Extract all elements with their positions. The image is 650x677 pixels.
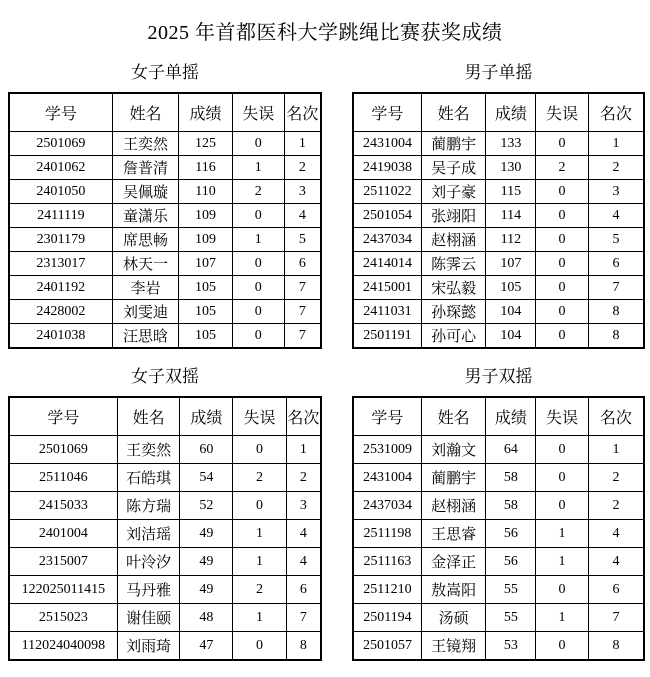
cell-score: 109 <box>179 228 233 252</box>
cell-mistakes: 0 <box>536 276 589 300</box>
cell-score: 56 <box>486 520 536 548</box>
cell-score: 58 <box>486 464 536 492</box>
cell-student-id: 2401004 <box>9 520 117 548</box>
cell-mistakes: 0 <box>536 252 589 276</box>
table-row <box>353 604 644 632</box>
cell-score: 104 <box>486 300 536 324</box>
cell-score: 58 <box>486 492 536 520</box>
table-row <box>353 576 644 604</box>
cell-mistakes: 0 <box>536 228 589 252</box>
cell-mistakes: 0 <box>536 300 589 324</box>
table-row <box>9 520 321 548</box>
cell-student-id: 122025011415 <box>9 576 117 604</box>
cell-student-id: 2511046 <box>9 464 117 492</box>
header-row <box>9 397 321 436</box>
table-row <box>353 252 644 276</box>
cell-student-id: 2419038 <box>353 156 421 180</box>
table-row <box>9 156 321 180</box>
cell-rank: 3 <box>286 492 321 520</box>
cell-name: 石皓琪 <box>117 464 180 492</box>
table-row <box>9 324 321 349</box>
cell-student-id: 2401038 <box>9 324 112 349</box>
table-row <box>353 492 644 520</box>
table-row <box>353 276 644 300</box>
table-row <box>353 520 644 548</box>
column-header-score: 成绩 <box>486 93 536 132</box>
cell-score: 105 <box>179 300 233 324</box>
results-table-women-double <box>8 396 322 661</box>
cell-name: 詹普清 <box>112 156 178 180</box>
cell-student-id: 2414014 <box>353 252 421 276</box>
cell-rank: 6 <box>284 252 321 276</box>
cell-score: 116 <box>179 156 233 180</box>
cell-student-id: 2411031 <box>353 300 421 324</box>
cell-name: 张翊阳 <box>421 204 486 228</box>
cell-mistakes: 1 <box>232 156 284 180</box>
cell-name: 陈方瑞 <box>117 492 180 520</box>
cell-score: 107 <box>486 252 536 276</box>
results-table-women-single <box>8 92 322 349</box>
cell-name: 陈霁云 <box>421 252 486 276</box>
cell-mistakes: 0 <box>232 252 284 276</box>
cell-mistakes: 0 <box>536 464 589 492</box>
cell-name: 刘子豪 <box>421 180 486 204</box>
cell-name: 刘洁瑶 <box>117 520 180 548</box>
cell-mistakes: 2 <box>536 156 589 180</box>
cell-student-id: 2511198 <box>353 520 421 548</box>
cell-mistakes: 2 <box>233 464 287 492</box>
header-row <box>353 397 644 436</box>
cell-rank: 1 <box>588 436 644 464</box>
cell-name: 刘瀚文 <box>421 436 486 464</box>
cell-student-id: 2313017 <box>9 252 112 276</box>
table-title-men-single: 男子单摇 <box>464 63 533 82</box>
cell-score: 110 <box>179 180 233 204</box>
cell-student-id: 2501057 <box>353 632 421 661</box>
cell-student-id: 2301179 <box>9 228 112 252</box>
column-header-name: 姓名 <box>421 93 486 132</box>
table-row <box>353 156 644 180</box>
cell-name: 敖嵩阳 <box>421 576 486 604</box>
cell-rank: 6 <box>588 576 644 604</box>
cell-name: 宋弘毅 <box>421 276 486 300</box>
cell-rank: 1 <box>284 132 321 156</box>
table-row <box>9 228 321 252</box>
cell-rank: 8 <box>588 324 644 349</box>
cell-mistakes: 2 <box>232 180 284 204</box>
cell-score: 60 <box>180 436 233 464</box>
cell-score: 56 <box>486 548 536 576</box>
column-header-mistakes: 失误 <box>536 397 589 436</box>
cell-rank: 8 <box>588 632 644 661</box>
cell-rank: 7 <box>588 276 644 300</box>
cell-rank: 7 <box>286 604 321 632</box>
cell-score: 115 <box>486 180 536 204</box>
cell-mistakes: 0 <box>232 204 284 228</box>
cell-student-id: 2428002 <box>9 300 112 324</box>
cell-name: 王思睿 <box>421 520 486 548</box>
table-row <box>9 576 321 604</box>
section-men-single <box>352 45 645 349</box>
cell-student-id: 2431004 <box>353 132 421 156</box>
cell-score: 52 <box>180 492 233 520</box>
cell-mistakes: 0 <box>536 180 589 204</box>
cell-name: 吴佩璇 <box>112 180 178 204</box>
section-women-single <box>8 45 322 349</box>
cell-score: 130 <box>486 156 536 180</box>
cell-mistakes: 0 <box>233 492 287 520</box>
cell-score: 64 <box>486 436 536 464</box>
table-row <box>9 132 321 156</box>
cell-rank: 8 <box>588 300 644 324</box>
cell-student-id: 2501054 <box>353 204 421 228</box>
table-title-women-double: 女子双摇 <box>131 367 199 386</box>
cell-mistakes: 0 <box>232 276 284 300</box>
cell-rank: 3 <box>284 180 321 204</box>
cell-rank: 4 <box>588 204 644 228</box>
cell-name: 席思畅 <box>112 228 178 252</box>
cell-rank: 8 <box>286 632 321 661</box>
cell-score: 54 <box>180 464 233 492</box>
cell-mistakes: 0 <box>536 576 589 604</box>
cell-score: 49 <box>180 520 233 548</box>
cell-mistakes: 0 <box>536 632 589 661</box>
table-row <box>353 180 644 204</box>
table-row <box>9 604 321 632</box>
cell-mistakes: 0 <box>536 324 589 349</box>
cell-student-id: 2501069 <box>9 436 117 464</box>
column-header-score: 成绩 <box>179 93 233 132</box>
table-row <box>353 436 644 464</box>
cell-mistakes: 1 <box>232 228 284 252</box>
cell-name: 叶泠汐 <box>117 548 180 576</box>
cell-score: 105 <box>179 324 233 349</box>
cell-mistakes: 2 <box>233 576 287 604</box>
cell-score: 125 <box>179 132 233 156</box>
cell-mistakes: 0 <box>536 204 589 228</box>
cell-name: 刘雨琦 <box>117 632 180 661</box>
cell-rank: 4 <box>286 520 321 548</box>
cell-score: 104 <box>486 324 536 349</box>
cell-student-id: 2401192 <box>9 276 112 300</box>
cell-name: 蔺鹏宇 <box>421 464 486 492</box>
cell-student-id: 2511022 <box>353 180 421 204</box>
cell-mistakes: 1 <box>536 548 589 576</box>
column-header-rank: 名次 <box>284 93 321 132</box>
cell-mistakes: 0 <box>232 300 284 324</box>
cell-score: 53 <box>486 632 536 661</box>
cell-rank: 7 <box>284 324 321 349</box>
cell-rank: 1 <box>588 132 644 156</box>
cell-name: 汤硕 <box>421 604 486 632</box>
cell-mistakes: 0 <box>536 436 589 464</box>
cell-mistakes: 0 <box>233 436 287 464</box>
cell-name: 王奕然 <box>117 436 180 464</box>
cell-student-id: 2501191 <box>353 324 421 349</box>
table-row <box>9 632 321 661</box>
cell-rank: 7 <box>284 276 321 300</box>
cell-student-id: 2511163 <box>353 548 421 576</box>
cell-name: 赵栩涵 <box>421 228 486 252</box>
cell-score: 114 <box>486 204 536 228</box>
cell-mistakes: 0 <box>232 324 284 349</box>
cell-name: 孙琛懿 <box>421 300 486 324</box>
header-row <box>353 93 644 132</box>
cell-score: 48 <box>180 604 233 632</box>
table-row <box>353 324 644 349</box>
cell-rank: 2 <box>588 464 644 492</box>
table-row <box>9 276 321 300</box>
cell-student-id: 2415001 <box>353 276 421 300</box>
column-header-mistakes: 失误 <box>233 397 287 436</box>
cell-score: 105 <box>179 276 233 300</box>
cell-score: 133 <box>486 132 536 156</box>
cell-student-id: 2401062 <box>9 156 112 180</box>
cell-name: 汪思晗 <box>112 324 178 349</box>
cell-rank: 4 <box>588 548 644 576</box>
table-row <box>9 548 321 576</box>
document-page <box>0 16 650 677</box>
cell-name: 童潇乐 <box>112 204 178 228</box>
column-header-score: 成绩 <box>486 397 536 436</box>
cell-student-id: 2415033 <box>9 492 117 520</box>
cell-rank: 2 <box>588 492 644 520</box>
cell-rank: 7 <box>588 604 644 632</box>
column-header-student-id: 学号 <box>353 93 421 132</box>
table-row <box>9 180 321 204</box>
cell-rank: 5 <box>588 228 644 252</box>
cell-student-id: 2501194 <box>353 604 421 632</box>
cell-name: 吴子成 <box>421 156 486 180</box>
cell-rank: 2 <box>284 156 321 180</box>
table-row <box>353 300 644 324</box>
table-row <box>353 464 644 492</box>
results-table-men-single <box>352 92 645 349</box>
cell-score: 112 <box>486 228 536 252</box>
table-row <box>353 204 644 228</box>
cell-rank: 2 <box>588 156 644 180</box>
cell-mistakes: 1 <box>536 520 589 548</box>
table-row <box>9 436 321 464</box>
cell-student-id: 2437034 <box>353 492 421 520</box>
column-header-student-id: 学号 <box>9 397 117 436</box>
table-row <box>9 492 321 520</box>
cell-student-id: 2431004 <box>353 464 421 492</box>
cell-student-id: 112024040098 <box>9 632 117 661</box>
cell-score: 49 <box>180 548 233 576</box>
column-header-student-id: 学号 <box>9 93 112 132</box>
tables-grid <box>0 45 650 661</box>
table-row <box>353 132 644 156</box>
cell-student-id: 2531009 <box>353 436 421 464</box>
cell-mistakes: 0 <box>536 492 589 520</box>
column-header-mistakes: 失误 <box>232 93 284 132</box>
cell-rank: 6 <box>588 252 644 276</box>
cell-rank: 7 <box>284 300 321 324</box>
cell-name: 金泽正 <box>421 548 486 576</box>
cell-score: 47 <box>180 632 233 661</box>
cell-name: 马丹雅 <box>117 576 180 604</box>
cell-mistakes: 0 <box>232 132 284 156</box>
cell-rank: 4 <box>588 520 644 548</box>
column-header-score: 成绩 <box>180 397 233 436</box>
cell-mistakes: 1 <box>233 604 287 632</box>
cell-student-id: 2501069 <box>9 132 112 156</box>
column-header-rank: 名次 <box>588 397 644 436</box>
cell-score: 105 <box>486 276 536 300</box>
column-header-mistakes: 失误 <box>536 93 589 132</box>
cell-rank: 4 <box>286 548 321 576</box>
table-title-women-single: 女子单摇 <box>131 63 199 82</box>
cell-name: 刘雯迪 <box>112 300 178 324</box>
cell-student-id: 2401050 <box>9 180 112 204</box>
table-title-men-double: 男子双摇 <box>464 367 533 386</box>
cell-name: 谢佳颐 <box>117 604 180 632</box>
cell-rank: 3 <box>588 180 644 204</box>
cell-score: 55 <box>486 576 536 604</box>
cell-student-id: 2411119 <box>9 204 112 228</box>
cell-mistakes: 0 <box>536 132 589 156</box>
cell-score: 107 <box>179 252 233 276</box>
cell-rank: 4 <box>284 204 321 228</box>
table-row <box>9 464 321 492</box>
column-header-name: 姓名 <box>112 93 178 132</box>
cell-student-id: 2315007 <box>9 548 117 576</box>
cell-name: 李岩 <box>112 276 178 300</box>
page-title: 2025 年首都医科大学跳绳比赛获奖成绩 <box>147 22 503 44</box>
cell-name: 王镜翔 <box>421 632 486 661</box>
cell-score: 55 <box>486 604 536 632</box>
cell-mistakes: 1 <box>233 548 287 576</box>
header-row <box>9 93 321 132</box>
section-men-double <box>352 349 645 661</box>
cell-score: 109 <box>179 204 233 228</box>
cell-student-id: 2437034 <box>353 228 421 252</box>
column-header-rank: 名次 <box>588 93 644 132</box>
cell-mistakes: 1 <box>233 520 287 548</box>
cell-rank: 1 <box>286 436 321 464</box>
cell-name: 赵栩涵 <box>421 492 486 520</box>
column-header-name: 姓名 <box>117 397 180 436</box>
cell-name: 孙可心 <box>421 324 486 349</box>
results-table-men-double <box>352 396 645 661</box>
column-header-name: 姓名 <box>421 397 486 436</box>
cell-mistakes: 0 <box>233 632 287 661</box>
cell-name: 王奕然 <box>112 132 178 156</box>
table-row <box>9 300 321 324</box>
section-women-double <box>8 349 322 661</box>
cell-student-id: 2515023 <box>9 604 117 632</box>
table-row <box>9 204 321 228</box>
cell-mistakes: 1 <box>536 604 589 632</box>
cell-name: 蔺鹏宇 <box>421 132 486 156</box>
table-row <box>353 548 644 576</box>
cell-rank: 6 <box>286 576 321 604</box>
table-row <box>353 632 644 661</box>
cell-student-id: 2511210 <box>353 576 421 604</box>
column-header-student-id: 学号 <box>353 397 421 436</box>
cell-score: 49 <box>180 576 233 604</box>
table-row <box>9 252 321 276</box>
column-header-rank: 名次 <box>286 397 321 436</box>
cell-rank: 2 <box>286 464 321 492</box>
table-row <box>353 228 644 252</box>
cell-name: 林天一 <box>112 252 178 276</box>
cell-rank: 5 <box>284 228 321 252</box>
